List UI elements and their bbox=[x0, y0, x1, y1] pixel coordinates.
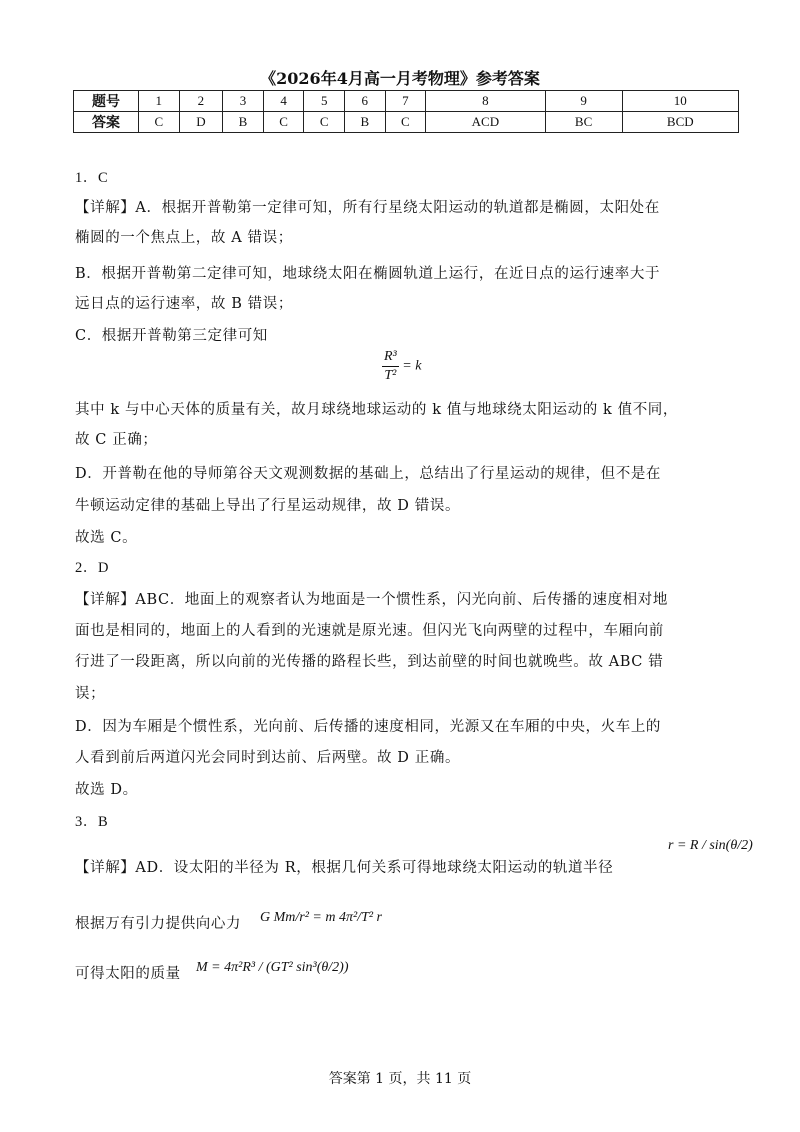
table-cell: 5 bbox=[304, 91, 345, 112]
q1-line: B．根据开普勒第二定律可知，地球绕太阳在椭圆轨道上运行，在近日点的运行速率大于 bbox=[75, 266, 661, 282]
equation-numerator: R³ bbox=[382, 348, 399, 367]
q2-line: 【详解】ABC．地面上的观察者认为地面是一个惯性系，闪光向前、后传播的速度相对地 bbox=[75, 592, 668, 608]
table-cell: BCD bbox=[622, 112, 738, 133]
table-row bbox=[74, 112, 739, 133]
table-cell: 6 bbox=[344, 91, 385, 112]
table-cell: 1 bbox=[139, 91, 180, 112]
table-cell: C bbox=[385, 112, 426, 133]
sun-mass-equation: M = 4π²R³ / (GT² sin³(θ/2)) bbox=[196, 960, 349, 975]
table-cell: B bbox=[344, 112, 385, 133]
q2-line: D．因为车厢是个惯性系，光向前、后传播的速度相同，光源又在车厢的中央，火车上的 bbox=[75, 719, 662, 735]
q1-line: D．开普勒在他的导师第谷天文观测数据的基础上，总结出了行星运动的规律，但不是在 bbox=[75, 466, 662, 482]
q3-line: 可得太阳的质量 bbox=[75, 966, 181, 982]
table-header-number: 题号 bbox=[74, 91, 139, 112]
table-cell: 3 bbox=[223, 91, 264, 112]
q1-line: 其中 k 与中心天体的质量有关，故月球绕地球运动的 k 值与地球绕太阳运动的 k 值不同， bbox=[75, 402, 679, 418]
equation-denominator: T² bbox=[384, 368, 397, 383]
table-cell: 2 bbox=[179, 91, 223, 112]
q2-line: 人看到前后两道闪光会同时到达前、后两壁。故 D 正确。 bbox=[75, 750, 461, 766]
q1-line: 故选 C。 bbox=[75, 530, 138, 546]
question-2-header: 2．D bbox=[75, 560, 110, 576]
q1-line: 椭圆的一个焦点上，故 A 错误； bbox=[75, 230, 293, 246]
table-row bbox=[74, 91, 739, 112]
gravity-equation: G Mm/r² = m 4π²/T² r bbox=[260, 910, 383, 925]
q3-line: 【详解】AD．设太阳的半径为 R，根据几何关系可得地球绕太阳运动的轨道半径 bbox=[75, 860, 614, 876]
q2-line: 行进了一段距离，所以向前的光传播的路程长些，到达前壁的时间也就晚些。故 ABC 错 bbox=[75, 654, 664, 670]
table-cell: D bbox=[179, 112, 223, 133]
question-3-header: 3．B bbox=[75, 814, 109, 830]
table-header-answer: 答案 bbox=[74, 112, 139, 133]
q1-line: C．根据开普勒第三定律可知 bbox=[75, 328, 268, 344]
table-cell: C bbox=[263, 112, 304, 133]
kepler-third-law-equation bbox=[382, 348, 421, 385]
q1-line: 故 C 正确； bbox=[75, 432, 158, 448]
table-cell: B bbox=[223, 112, 264, 133]
q1-line: 牛顿运动定律的基础上导出了行星运动规律，故 D 错误。 bbox=[75, 498, 461, 514]
table-cell: C bbox=[304, 112, 345, 133]
question-1-header: 1．C bbox=[75, 170, 109, 186]
table-cell: 10 bbox=[622, 91, 738, 112]
q2-line: 面也是相同的，地面上的人看到的光速就是原光速。但闪光飞向两壁的过程中，车厢向前 bbox=[75, 623, 664, 639]
q3-line: 根据万有引力提供向心力 bbox=[75, 916, 242, 932]
page-title: 《2026年4月高一月考物理》参考答案 bbox=[260, 69, 540, 88]
page-footer: 答案第 1 页，共 11 页 bbox=[328, 1071, 472, 1087]
q2-line: 故选 D。 bbox=[75, 782, 138, 798]
q1-line: 【详解】A．根据开普勒第一定律可知，所有行星绕太阳运动的轨道都是椭圆，太阳处在 bbox=[75, 200, 660, 216]
table-cell: ACD bbox=[426, 112, 545, 133]
table-cell: C bbox=[139, 112, 180, 133]
table-cell: 8 bbox=[426, 91, 545, 112]
q2-line: 误； bbox=[75, 686, 106, 702]
table-cell: 4 bbox=[263, 91, 304, 112]
q1-line: 远日点的运行速率，故 B 错误； bbox=[75, 296, 293, 312]
table-cell: 7 bbox=[385, 91, 426, 112]
equation-rhs: = k bbox=[402, 358, 422, 374]
table-cell: 9 bbox=[545, 91, 622, 112]
table-cell: BC bbox=[545, 112, 622, 133]
orbit-radius-equation: r = R / sin(θ/2) bbox=[668, 838, 753, 853]
answer-table bbox=[73, 90, 739, 133]
